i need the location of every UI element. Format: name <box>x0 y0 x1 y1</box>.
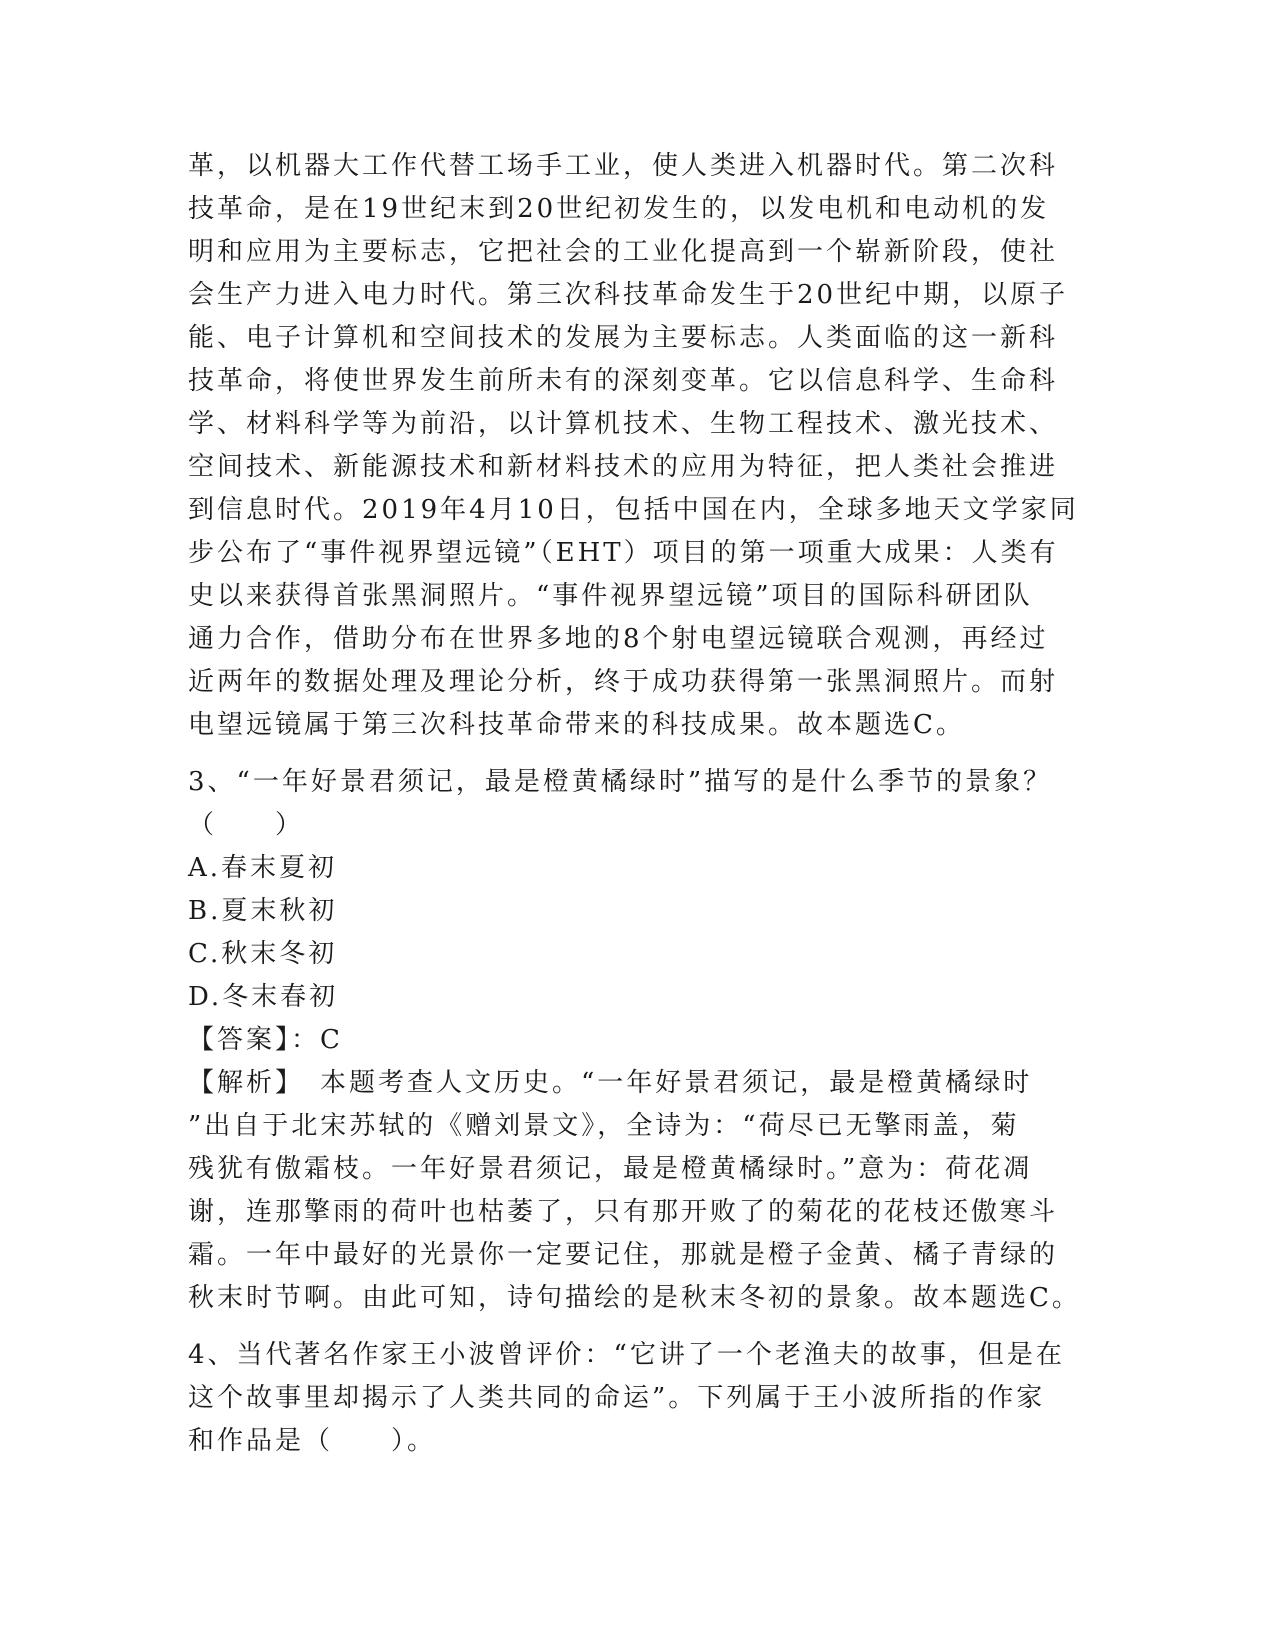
question-stem: 3、“一年好景君须记，最是橙黄橘绿时”描写的是什么季节的景象？ <box>188 767 1053 797</box>
option-b: B.夏末秋初 <box>188 896 338 926</box>
option-c: C.秋末冬初 <box>188 939 338 969</box>
option-d: D.冬末春初 <box>188 982 339 1012</box>
text-line: 学、材料科学等为前沿，以计算机技术、生物工程技术、激光技术、 <box>188 409 1059 439</box>
q2-explanation-continued <box>188 145 1088 747</box>
question-4 <box>188 1334 1088 1463</box>
text-line: 近两年的数据处理及理论分析，终于成功获得第一张黑洞照片。而射 <box>188 667 1059 697</box>
text-line: 会生产力进入电力时代。第三次科技革命发生于20世纪中期，以原子 <box>188 280 1069 310</box>
answer-line: 【答案】：C <box>188 1025 343 1055</box>
question-stem-blank: （ ） <box>188 810 305 840</box>
analysis-line: 残犹有傲霜枝。一年好景君须记，最是橙黄橘绿时。”意为：荷花凋 <box>188 1154 1033 1184</box>
text-line: 史以来获得首张黑洞照片。“事件视界望远镜”项目的国际科研团队 <box>188 581 1033 611</box>
text-line: 革，以机器大工作代替工场手工业，使人类进入机器时代。第二次科 <box>188 151 1059 181</box>
analysis-line: 谢，连那擎雨的荷叶也枯萎了，只有那开败了的菊花的花枝还傲寒斗 <box>188 1197 1059 1227</box>
option-a: A.春末夏初 <box>188 853 338 883</box>
text-line: 到信息时代。2019年4月10日，包括中国在内，全球多地天文学家同 <box>188 495 1079 525</box>
analysis-line: ”出自于北宋苏轼的《赠刘景文》，全诗为：“荷尽已无擎雨盖，菊 <box>188 1111 1020 1141</box>
text-line: 技革命，是在19世纪末到20世纪初发生的，以发电机和电动机的发 <box>188 194 1050 224</box>
text-line: 步公布了“事件视界望远镜”（EHT）项目的第一项重大成果：人类有 <box>188 538 1059 568</box>
question-stem: 和作品是（ ）。 <box>188 1426 437 1456</box>
question-3 <box>188 761 1088 1320</box>
text-line: 明和应用为主要标志，它把社会的工业化提高到一个崭新阶段，使社 <box>188 237 1059 267</box>
text-line: 通力合作，借助分布在世界多地的8个射电望远镜联合观测，再经过 <box>188 624 1049 654</box>
analysis-line: 【解析】 本题考查人文历史。“一年好景君须记，最是橙黄橘绿时 <box>188 1068 1033 1098</box>
question-stem: 4、当代著名作家王小波曾评价：“它讲了一个老渔夫的故事，但是在 <box>188 1340 1065 1370</box>
text-line: 电望远镜属于第三次科技革命带来的科技成果。故本题选C。 <box>188 710 965 740</box>
document-page <box>188 145 1088 1463</box>
question-stem: 这个故事里却揭示了人类共同的命运”。下列属于王小波所指的作家 <box>188 1383 1046 1413</box>
text-line: 能、电子计算机和空间技术的发展为主要标志。人类面临的这一新科 <box>188 323 1059 353</box>
analysis-line: 霜。一年中最好的光景你一定要记住，那就是橙子金黄、橘子青绿的 <box>188 1240 1059 1270</box>
text-line: 空间技术、新能源技术和新材料技术的应用为特征，把人类社会推进 <box>188 452 1059 482</box>
text-line: 技革命，将使世界发生前所未有的深刻变革。它以信息科学、生命科 <box>188 366 1059 396</box>
analysis-line: 秋末时节啊。由此可知，诗句描绘的是秋末冬初的景象。故本题选C。 <box>188 1283 1081 1313</box>
